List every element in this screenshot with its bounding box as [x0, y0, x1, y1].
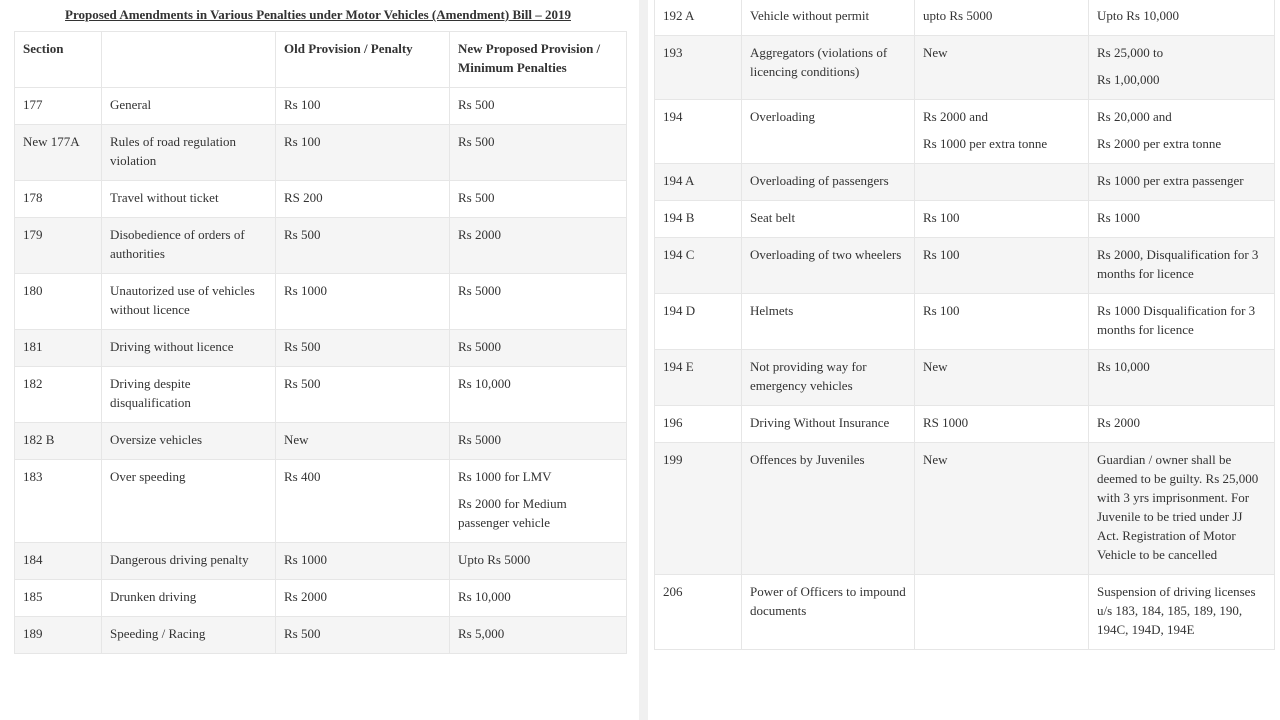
penalty-line: Rs 500 — [458, 190, 495, 205]
penalty-line: Upto Rs 10,000 — [1097, 8, 1179, 23]
offence-cell: Unautorized use of vehicles without licence — [102, 274, 276, 330]
penalty-line: Suspension of driving licenses u/s 183, 184, 185, 189, 190, 194C, 194D, 194E — [1097, 584, 1256, 637]
table-row — [655, 443, 1275, 575]
penalty-line: Rs 1000 for LMV — [458, 469, 552, 484]
table-row — [15, 181, 627, 218]
section-cell: 183 — [15, 460, 102, 543]
penalty-line: New — [923, 45, 948, 60]
right-panel — [648, 0, 1280, 720]
offence-cell: Rules of road regulation violation — [102, 125, 276, 181]
penalty-line: Rs 1000 — [1097, 210, 1140, 225]
penalties-table-right — [654, 0, 1275, 650]
table-row — [15, 460, 627, 543]
header-section: Section — [15, 32, 102, 88]
table-body-right — [655, 0, 1275, 650]
new-penalty-cell — [1089, 575, 1275, 650]
old-penalty-cell — [276, 543, 450, 580]
section-cell: 180 — [15, 274, 102, 330]
new-penalty-cell — [1089, 238, 1275, 294]
penalty-line: Rs 2000 for Medium passenger vehicle — [458, 496, 567, 530]
new-penalty-cell — [1089, 36, 1275, 100]
penalty-line: Rs 2000 — [1097, 415, 1140, 430]
new-penalty-cell — [1089, 406, 1275, 443]
old-penalty-cell — [915, 294, 1089, 350]
penalty-line: New — [923, 359, 948, 374]
section-cell: 185 — [15, 580, 102, 617]
old-penalty-cell — [276, 617, 450, 654]
penalty-line: Rs 20,000 and — [1097, 109, 1172, 124]
left-panel — [0, 0, 639, 720]
section-cell: 192 A — [655, 0, 742, 36]
penalty-line: Rs 500 — [458, 97, 495, 112]
new-penalty-cell — [1089, 443, 1275, 575]
new-penalty-cell — [1089, 164, 1275, 201]
old-penalty-cell — [915, 100, 1089, 164]
table-row — [15, 580, 627, 617]
section-cell: 182 — [15, 367, 102, 423]
offence-cell: Overloading of passengers — [742, 164, 915, 201]
penalty-line: New — [923, 452, 948, 467]
offence-cell: General — [102, 88, 276, 125]
offence-cell: Travel without ticket — [102, 181, 276, 218]
table-row — [15, 274, 627, 330]
penalty-line: Rs 1,00,000 — [1097, 72, 1160, 87]
new-penalty-cell — [450, 88, 627, 125]
section-cell: 179 — [15, 218, 102, 274]
old-penalty-cell — [276, 460, 450, 543]
penalty-line: RS 1000 — [923, 415, 969, 430]
old-penalty-cell — [915, 238, 1089, 294]
section-cell: 199 — [655, 443, 742, 575]
old-penalty-cell — [276, 125, 450, 181]
table-row — [15, 543, 627, 580]
table-row — [655, 0, 1275, 36]
penalty-line: Rs 2000, Disqualification for 3 months for licence — [1097, 247, 1259, 281]
offence-cell: Oversize vehicles — [102, 423, 276, 460]
section-cell: 194 E — [655, 350, 742, 406]
section-cell: 177 — [15, 88, 102, 125]
table-row — [655, 294, 1275, 350]
penalty-line: Rs 5,000 — [458, 626, 505, 641]
offence-cell: Speeding / Racing — [102, 617, 276, 654]
table-header-row — [15, 32, 627, 88]
old-penalty-cell — [915, 36, 1089, 100]
old-penalty-cell — [276, 580, 450, 617]
offence-cell: Seat belt — [742, 201, 915, 238]
new-penalty-cell — [1089, 350, 1275, 406]
section-cell: 194 A — [655, 164, 742, 201]
penalty-line: Guardian / owner shall be deemed to be guilty. Rs 25,000 with 3 yrs imprisonment. For Juvenile to be tried under JJ Act. Registration of Motor Vehicle to be cancelled — [1097, 452, 1259, 562]
offence-cell: Aggregators (violations of licencing conditions) — [742, 36, 915, 100]
table-row — [655, 350, 1275, 406]
penalty-line: Rs 500 — [284, 339, 321, 354]
offence-cell: Offences by Juveniles — [742, 443, 915, 575]
penalty-line: Rs 100 — [284, 134, 321, 149]
penalty-line: Rs 400 — [284, 469, 321, 484]
new-penalty-cell — [450, 367, 627, 423]
table-row — [655, 575, 1275, 650]
table-row — [15, 423, 627, 460]
header-offence — [102, 32, 276, 88]
penalty-line: New — [284, 432, 309, 447]
table-row — [655, 201, 1275, 238]
penalty-line: Rs 10,000 — [458, 376, 511, 391]
old-penalty-cell — [276, 367, 450, 423]
new-penalty-cell — [450, 423, 627, 460]
offence-cell: Dangerous driving penalty — [102, 543, 276, 580]
section-cell: 193 — [655, 36, 742, 100]
offence-cell: Overloading of two wheelers — [742, 238, 915, 294]
penalties-table-left — [14, 31, 627, 654]
section-cell: 194 — [655, 100, 742, 164]
offence-cell: Power of Officers to impound documents — [742, 575, 915, 650]
offence-cell: Driving without licence — [102, 330, 276, 367]
new-penalty-cell — [450, 580, 627, 617]
penalty-line: Rs 1000 per extra passenger — [1097, 173, 1244, 188]
old-penalty-cell — [276, 274, 450, 330]
new-penalty-cell — [450, 274, 627, 330]
old-penalty-cell — [276, 181, 450, 218]
offence-cell: Driving despite disqualification — [102, 367, 276, 423]
offence-cell: Helmets — [742, 294, 915, 350]
section-cell: 194 D — [655, 294, 742, 350]
penalty-line: Rs 1000 Disqualification for 3 months for licence — [1097, 303, 1256, 337]
section-cell: 182 B — [15, 423, 102, 460]
section-cell: New 177A — [15, 125, 102, 181]
new-penalty-cell — [450, 617, 627, 654]
table-row — [15, 218, 627, 274]
penalty-line: Rs 100 — [923, 303, 960, 318]
header-old-provision: Old Provision / Penalty — [276, 32, 450, 88]
section-cell: 194 B — [655, 201, 742, 238]
header-new-provision: New Proposed Provision / Minimum Penalties — [450, 32, 627, 88]
old-penalty-cell — [276, 218, 450, 274]
new-penalty-cell — [1089, 0, 1275, 36]
table-row — [655, 164, 1275, 201]
section-cell: 181 — [15, 330, 102, 367]
penalty-line: Rs 100 — [923, 247, 960, 262]
penalty-line: Rs 5000 — [458, 339, 501, 354]
penalty-line: Rs 10,000 — [458, 589, 511, 604]
penalty-line: Rs 2000 and — [923, 109, 988, 124]
offence-cell: Vehicle without permit — [742, 0, 915, 36]
old-penalty-cell — [276, 88, 450, 125]
panel-divider — [639, 0, 648, 720]
penalty-line: Rs 25,000 to — [1097, 45, 1164, 60]
section-cell: 196 — [655, 406, 742, 443]
table-body-left — [15, 88, 627, 654]
penalty-line: Rs 1000 per extra tonne — [923, 136, 1048, 151]
penalty-line: RS 200 — [284, 190, 323, 205]
section-cell: 178 — [15, 181, 102, 218]
new-penalty-cell — [450, 460, 627, 543]
new-penalty-cell — [450, 543, 627, 580]
table-row — [15, 330, 627, 367]
table-row — [655, 406, 1275, 443]
section-cell: 194 C — [655, 238, 742, 294]
table-row — [655, 36, 1275, 100]
table-row — [15, 367, 627, 423]
new-penalty-cell — [450, 125, 627, 181]
penalty-line: Rs 5000 — [458, 283, 501, 298]
table-row — [655, 238, 1275, 294]
penalty-line: Rs 2000 — [284, 589, 327, 604]
section-cell: 206 — [655, 575, 742, 650]
old-penalty-cell — [915, 443, 1089, 575]
new-penalty-cell — [450, 330, 627, 367]
document-title: Proposed Amendments in Various Penalties under Motor Vehicles (Amendment) Bill – 2019 — [65, 7, 571, 22]
penalty-line: Rs 500 — [458, 134, 495, 149]
old-penalty-cell — [915, 350, 1089, 406]
old-penalty-cell — [915, 201, 1089, 238]
offence-cell: Drunken driving — [102, 580, 276, 617]
penalty-line: Rs 500 — [284, 376, 321, 391]
penalty-line: Rs 2000 — [458, 227, 501, 242]
penalty-line: Rs 2000 per extra tonne — [1097, 136, 1222, 151]
old-penalty-cell — [276, 330, 450, 367]
section-cell: 184 — [15, 543, 102, 580]
penalty-line: Rs 100 — [923, 210, 960, 225]
penalty-line: Rs 5000 — [458, 432, 501, 447]
new-penalty-cell — [1089, 201, 1275, 238]
penalty-line: Rs 500 — [284, 626, 321, 641]
new-penalty-cell — [1089, 100, 1275, 164]
old-penalty-cell — [915, 575, 1089, 650]
penalty-line: Rs 1000 — [284, 552, 327, 567]
offence-cell: Driving Without Insurance — [742, 406, 915, 443]
offence-cell: Not providing way for emergency vehicles — [742, 350, 915, 406]
offence-cell: Disobedience of orders of authorities — [102, 218, 276, 274]
offence-cell: Overloading — [742, 100, 915, 164]
old-penalty-cell — [915, 164, 1089, 201]
section-cell: 189 — [15, 617, 102, 654]
table-row — [655, 100, 1275, 164]
table-row — [15, 617, 627, 654]
penalty-line: Upto Rs 5000 — [458, 552, 531, 567]
old-penalty-cell — [915, 0, 1089, 36]
table-row — [15, 88, 627, 125]
new-penalty-cell — [1089, 294, 1275, 350]
penalty-line: Rs 500 — [284, 227, 321, 242]
old-penalty-cell — [915, 406, 1089, 443]
new-penalty-cell — [450, 181, 627, 218]
new-penalty-cell — [450, 218, 627, 274]
penalty-line: Rs 1000 — [284, 283, 327, 298]
table-row — [15, 125, 627, 181]
offence-cell: Over speeding — [102, 460, 276, 543]
penalty-line: upto Rs 5000 — [923, 8, 993, 23]
penalty-line: Rs 10,000 — [1097, 359, 1150, 374]
old-penalty-cell — [276, 423, 450, 460]
penalty-line: Rs 100 — [284, 97, 321, 112]
